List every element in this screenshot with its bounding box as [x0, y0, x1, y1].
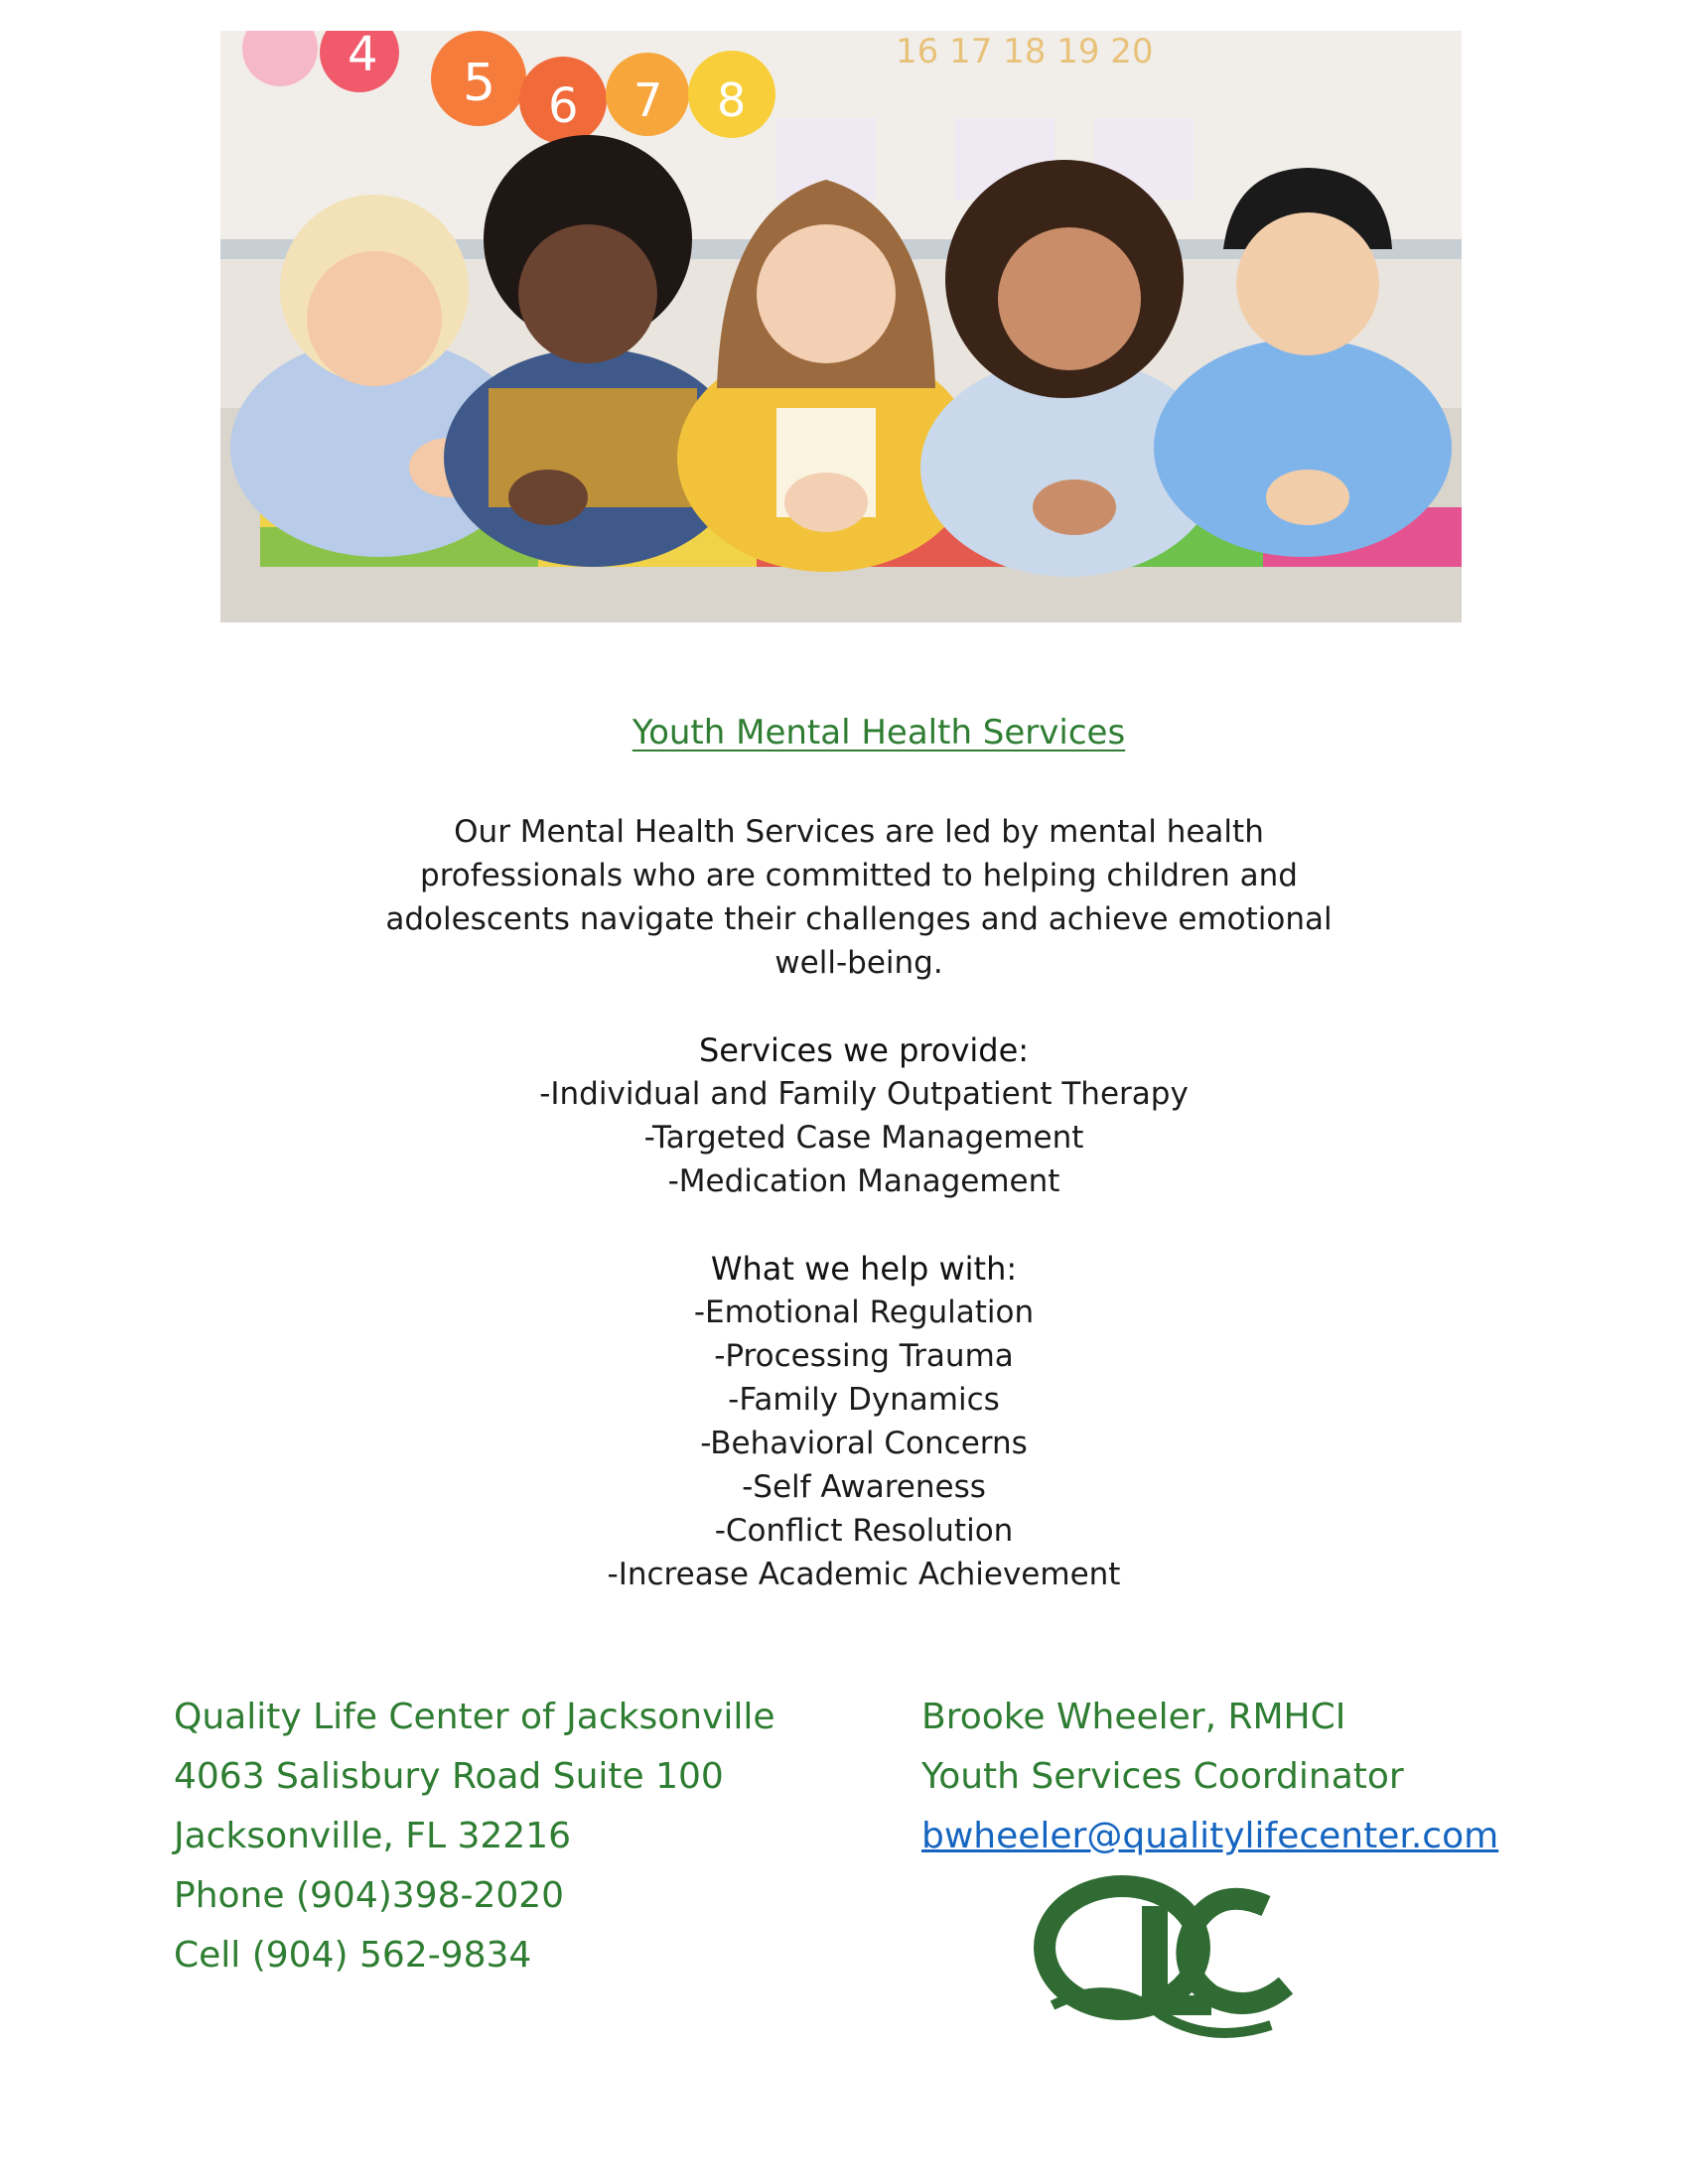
services-heading: Services we provide:: [698, 1031, 1030, 1069]
service-item: -Individual and Family Outpatient Therapy: [539, 1076, 1189, 1112]
photo-number-row: 16 17 18 19 20: [896, 32, 1154, 71]
intro-line: Our Mental Health Services are led by mental health: [454, 814, 1264, 850]
photo-number: 7: [633, 73, 663, 127]
org-address: 4063 Salisbury Road Suite 100: [174, 1756, 724, 1797]
qlc-logo: [1023, 1866, 1331, 2045]
intro-paragraph: [357, 810, 1360, 985]
help-item: -Emotional Regulation: [693, 1295, 1035, 1330]
photo-number: 5: [463, 54, 496, 113]
coordinator-name: Brooke Wheeler, RMHCI: [921, 1697, 1346, 1737]
help-section: [0, 1247, 1688, 1596]
help-heading: What we help with:: [710, 1250, 1018, 1288]
coordinator-contact-block: [921, 1688, 1498, 1866]
photo-number: 4: [348, 31, 378, 82]
help-item: -Processing Trauma: [714, 1338, 1014, 1374]
org-city: Jacksonville, FL 32216: [174, 1816, 571, 1856]
help-item: -Behavioral Concerns: [700, 1426, 1028, 1461]
service-item: -Targeted Case Management: [643, 1120, 1084, 1156]
help-item: -Increase Academic Achievement: [607, 1557, 1121, 1592]
org-cell: Cell (904) 562-9834: [174, 1935, 532, 1976]
intro-line: professionals who are committed to helping children and: [420, 858, 1298, 893]
intro-line: adolescents navigate their challenges and achieve emotional: [385, 901, 1333, 937]
page-title: Youth Mental Health Services: [632, 713, 1126, 752]
help-item: -Conflict Resolution: [714, 1513, 1014, 1549]
org-contact-block: [174, 1688, 775, 1985]
logo-text: QLC: [1023, 1866, 1026, 1867]
service-item: -Medication Management: [667, 1163, 1060, 1199]
intro-line: well-being.: [774, 945, 943, 981]
org-phone: Phone (904)398-2020: [174, 1875, 565, 1916]
services-section: [0, 1028, 1688, 1203]
header-photo-children: [220, 31, 1462, 622]
photo-number: 8: [717, 73, 747, 127]
org-name: Quality Life Center of Jacksonville: [174, 1697, 775, 1737]
help-item: -Self Awareness: [742, 1469, 986, 1505]
photo-number: 6: [548, 78, 579, 134]
coordinator-role: Youth Services Coordinator: [921, 1756, 1404, 1797]
help-item: -Family Dynamics: [728, 1382, 1000, 1418]
coordinator-email-link[interactable]: bwheeler@qualitylifecenter.com: [921, 1816, 1499, 1856]
